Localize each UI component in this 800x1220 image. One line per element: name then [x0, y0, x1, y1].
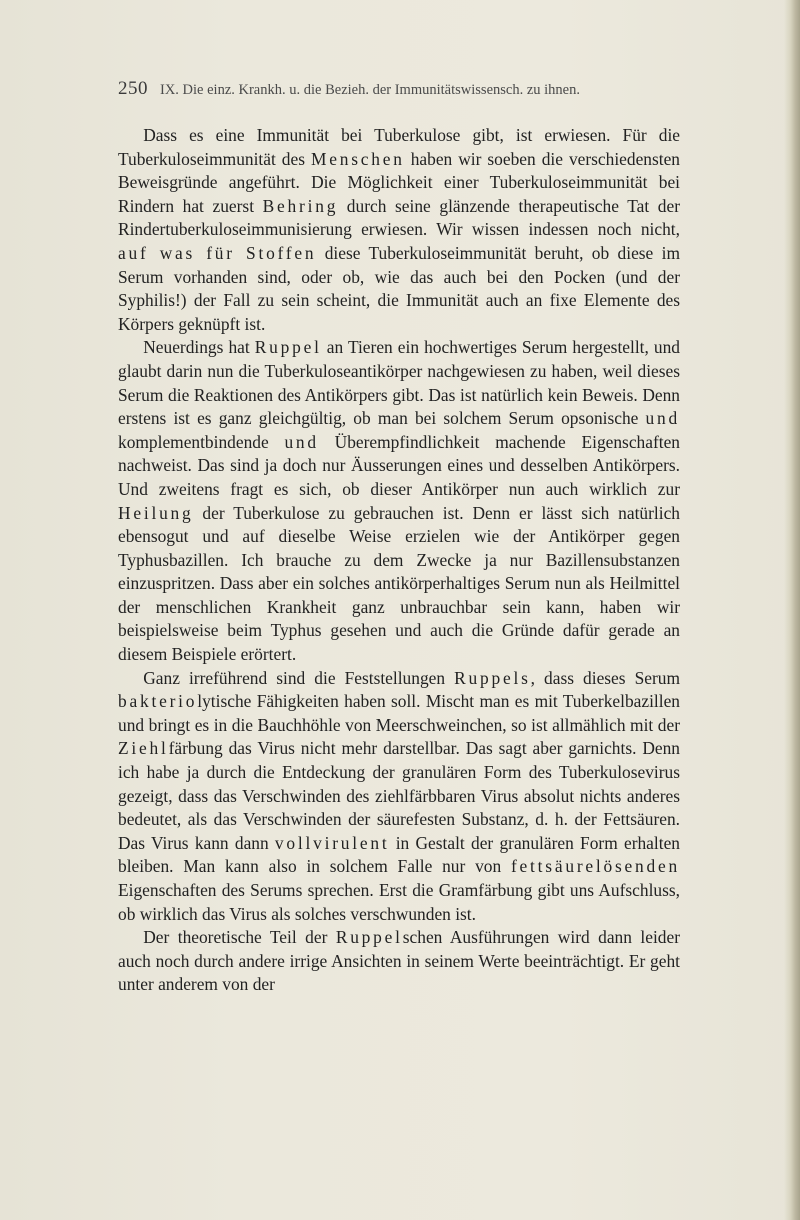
emphasized-text: und	[645, 408, 680, 429]
text-run: schen Ausführungen wird dann leider auch noch durch andere irrige Ansichten in seinem Werte beeinträchtigt. Er geht unter anderem von der	[118, 927, 680, 995]
text-run: lytische Fähigkeiten haben soll. Mischt man es mit Tuberkelbazillen und bringt es in die Bauchhöhle von Meerschweinchen, so ist allmählich mit der	[118, 691, 680, 735]
paragraph	[118, 124, 680, 336]
page-edge-shadow	[784, 0, 800, 1220]
emphasized-text: auf was für Stoffen	[118, 242, 317, 263]
text-run: komplementbindende	[118, 431, 285, 452]
text-run: haben wir soeben die verschiedensten Beweisgründe angeführt. Die Möglichkeit einer Tuberkuloseimmunität bei Rindern hat zuerst	[118, 148, 681, 216]
text-run: an Tieren ein hochwertiges Serum hergestellt, und glaubt darin nun die Tuberkuloseantikörper nachgewiesen zu haben, weil dieses Serum die Reaktionen des Antikörpers gibt. Das ist natürlich kein Beweis. Denn erstens ist es ganz gleichgültig, ob man bei solchem Serum opsonische	[118, 337, 680, 429]
body-text	[118, 124, 680, 997]
emphasized-text: Menschen	[310, 148, 405, 169]
emphasized-text: Ruppel	[335, 927, 403, 948]
emphasized-text: Behring	[262, 195, 339, 216]
emphasized-text: Ruppels	[454, 667, 531, 688]
paragraph	[118, 926, 680, 997]
text-run: diese Tuberkuloseimmunität beruht, ob diese im Serum vorhanden sind, oder ob, wie das auch bei den Pocken (und der Syphilis!) der Fall zu sein scheint, die Immunität auch an fixe Elemente des Körpers geknüpft ist.	[118, 242, 680, 334]
running-title: IX. Die einz. Krankh. u. die Bezieh. der Immunitätswissensch. zu ihnen.	[160, 82, 580, 98]
text-run: Dass es eine Immunität bei Tuberkulose gibt, ist erwiesen. Für die Tuberkuloseimmunität des	[118, 125, 680, 169]
text-run: Überempfindlichkeit machende Eigenschaften nachweist. Das sind ja doch nur Äusserungen eines und desselben Antikörpers. Und zweitens fragt es sich, ob dieser Antikörper nun auch wirklich zur	[118, 431, 680, 499]
emphasized-text: und	[284, 431, 319, 452]
text-run: in Gestalt der granulären Form erhalten bleiben. Man kann also in solchem Falle nur von	[118, 832, 680, 877]
running-header	[118, 78, 718, 100]
emphasized-text: vollvirulent	[274, 832, 390, 853]
text-run: der Tuberkulose zu gebrauchen ist. Denn er lässt sich natürlich ebensogut und auf dieselbe Weise erzielen wie der Antikörper gegen Typhusbazillen. Ich brauche zu dem Zwecke ja nur Bazillensubstanzen einzuspritzen. Dass aber ein solches antikörperhaltiges Serum nun als Heilmittel der menschlichen Krankheit ganz unbrauchbar sein kann, haben wir beispielsweise beim Typhus gesehen und auch die Gründe dafür gerade an diesem Beispiele erörtert.	[118, 502, 680, 665]
emphasized-text: bakterio	[118, 691, 198, 712]
emphasized-text: Ziehl	[118, 738, 169, 759]
text-run: Neuerdings hat	[143, 337, 255, 358]
text-run: durch seine glänzende therapeutische Tat der Rindertuberkuloseimmunisierung erwiesen. Wir wissen indessen noch nicht,	[118, 195, 681, 240]
text-run: Ganz irreführend sind die Feststellungen	[143, 667, 455, 688]
text-run: Der theoretische Teil der	[143, 927, 336, 948]
emphasized-text: Heilung	[118, 502, 194, 523]
text-run: färbung das Virus nicht mehr darstellbar. Das sagt aber garnichts. Denn ich habe ja durch die Entdeckung der granulären Form des Tuberkulosevirus gezeigt, dass das Verschwinden des ziehlfärbbaren Virus absolut nichts anderes bedeutet, als das Verschwinden der säurefesten Substanz, d. h. der Fettsäuren. Das Virus kann dann	[118, 738, 680, 853]
paragraph	[118, 667, 680, 927]
paragraph	[118, 336, 680, 666]
emphasized-text: Ruppel	[254, 337, 322, 358]
text-run: Eigenschaften des Serums sprechen. Erst die Gramfärbung gibt uns Aufschluss, ob wirklich das Virus als solches verschwunden ist.	[118, 880, 680, 924]
emphasized-text: fettsäurelösenden	[510, 856, 680, 877]
page-number: 250	[118, 78, 148, 99]
text-run: , dass dieses Serum	[530, 667, 680, 688]
